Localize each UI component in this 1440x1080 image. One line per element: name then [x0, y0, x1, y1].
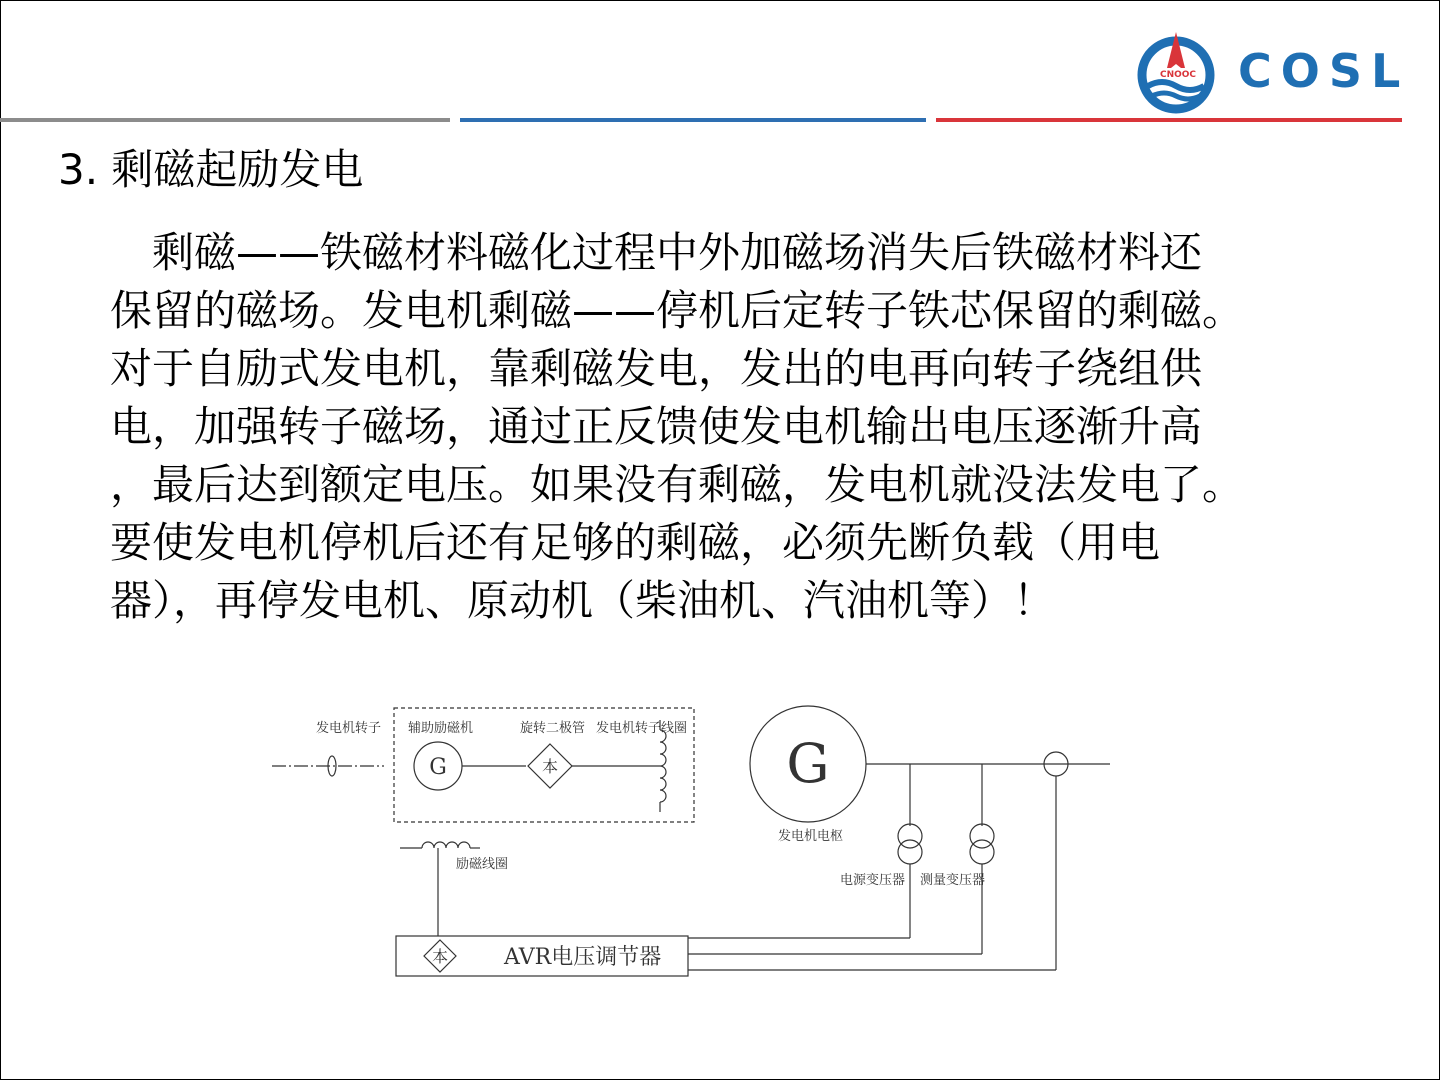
- measure-transformer-label: 测量变压器: [920, 873, 986, 888]
- armature-label: 发电机电枢: [778, 829, 844, 844]
- generator-excitation-diagram: [260, 690, 1130, 990]
- avr-diode-symbol: 本: [431, 947, 449, 966]
- rotor-label: 发电机转子: [316, 721, 382, 736]
- diode-label: 旋转二极管: [520, 721, 586, 736]
- logo-emblem-text: CNOOC: [1159, 70, 1197, 80]
- paragraph-line: 器），再停发电机、原动机（柴油机、汽油机等）！: [110, 576, 1056, 625]
- paragraph-line: 对于自励式发电机，靠剩磁发电，发出的电再向转子绕组供: [110, 344, 1203, 393]
- generator-g-symbol: G: [786, 732, 830, 795]
- avr-label: AVR电压调节器: [504, 945, 662, 970]
- section-heading: 3. 剩磁起励发电: [58, 145, 364, 194]
- logo-text: COSL: [1238, 44, 1410, 98]
- exciter-g-symbol: G: [429, 755, 447, 780]
- header-line-gray: [0, 118, 450, 122]
- header-line-red: [936, 118, 1402, 122]
- rotor-winding-label: 发电机转子线圈: [596, 721, 688, 736]
- paragraph-line: ，最后达到额定电压。如果没有剩磁，发电机就没法发电了。: [110, 460, 1245, 509]
- field-coil-label: 励磁线圈: [456, 857, 509, 872]
- diode-symbol: 本: [541, 757, 559, 776]
- body-paragraph: [110, 224, 1410, 630]
- paragraph-line: 要使发电机停机后还有足够的剩磁，必须先断负载（用电: [110, 518, 1161, 567]
- power-transformer-label: 电源变压器: [840, 873, 906, 888]
- paragraph-line: 剩磁——铁磁材料磁化过程中外加磁场消失后铁磁材料还: [110, 228, 1203, 277]
- exciter-label: 辅助励磁机: [408, 721, 474, 736]
- paragraph-line: 保留的磁场。发电机剩磁——停机后定转子铁芯保留的剩磁。: [110, 286, 1245, 335]
- header-line-blue: [460, 118, 926, 122]
- paragraph-line: 电，加强转子磁场，通过正反馈使发电机输出电压逐渐升高: [110, 402, 1203, 451]
